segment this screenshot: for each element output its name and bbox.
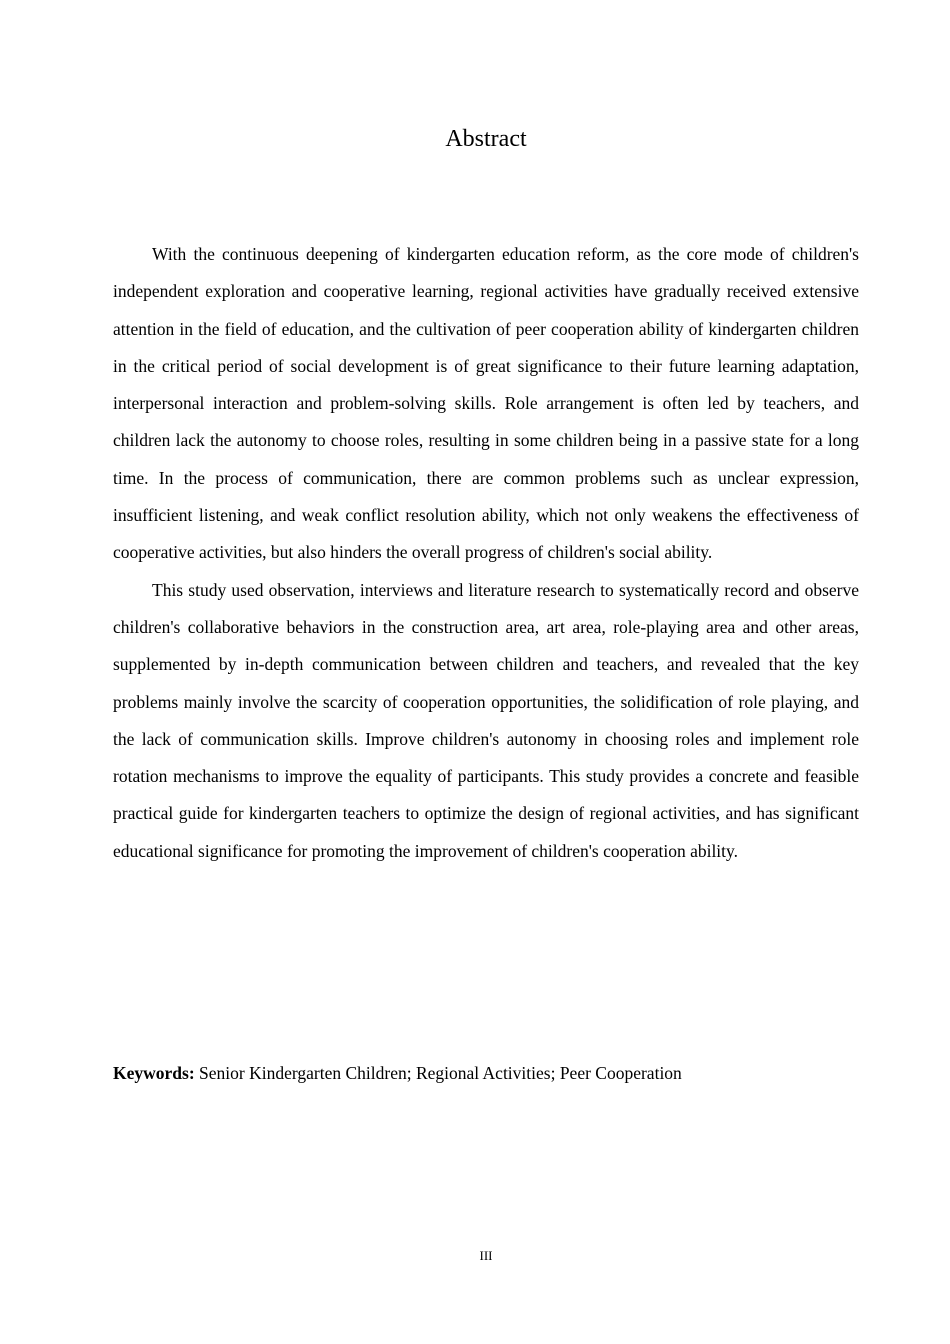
abstract-paragraph: With the continuous deepening of kindergarten education reform, as the core mode of children's independent exploration and cooperative learning, regional activities have gradually received extensive attention in the field of education, and the cultivation of peer cooperation ability of kindergarten children in the critical period of social development is of great significance to their future learning adaptation, interpersonal interaction and problem-solving skills. Role arrangement is often led by teachers, and children lack the autonomy to choose roles, resulting in some children being in a passive state for a long time. In the process of communication, there are common problems such as unclear expression, insufficient listening, and weak conflict resolution ability, which not only weakens the effectiveness of cooperative activities, but also hinders the overall progress of children's social ability.: [113, 244, 859, 563]
keywords-label: Keywords:: [113, 1063, 195, 1083]
abstract-paragraph: This study used observation, interviews and literature research to systematically record and observe children's collaborative behaviors in the construction area, art area, role-playing area and other areas, supplemented by in-depth communication between children and teachers, and revealed that the key problems mainly involve the scarcity of cooperation opportunities, the solidification of role playing, and the lack of communication skills. Improve children's autonomy in choosing roles and implement role rotation mechanisms to improve the equality of participants. This study provides a concrete and feasible practical guide for kindergarten teachers to optimize the design of regional activities, and has significant educational significance for promoting the improvement of children's cooperation ability.: [113, 579, 859, 861]
page-title: Abstract: [445, 126, 527, 152]
keywords-text: Senior Kindergarten Children; Regional Activities; Peer Cooperation: [199, 1063, 682, 1083]
abstract-body: [113, 236, 859, 870]
keywords-line: [113, 1057, 859, 1089]
page-number: III: [479, 1248, 493, 1263]
